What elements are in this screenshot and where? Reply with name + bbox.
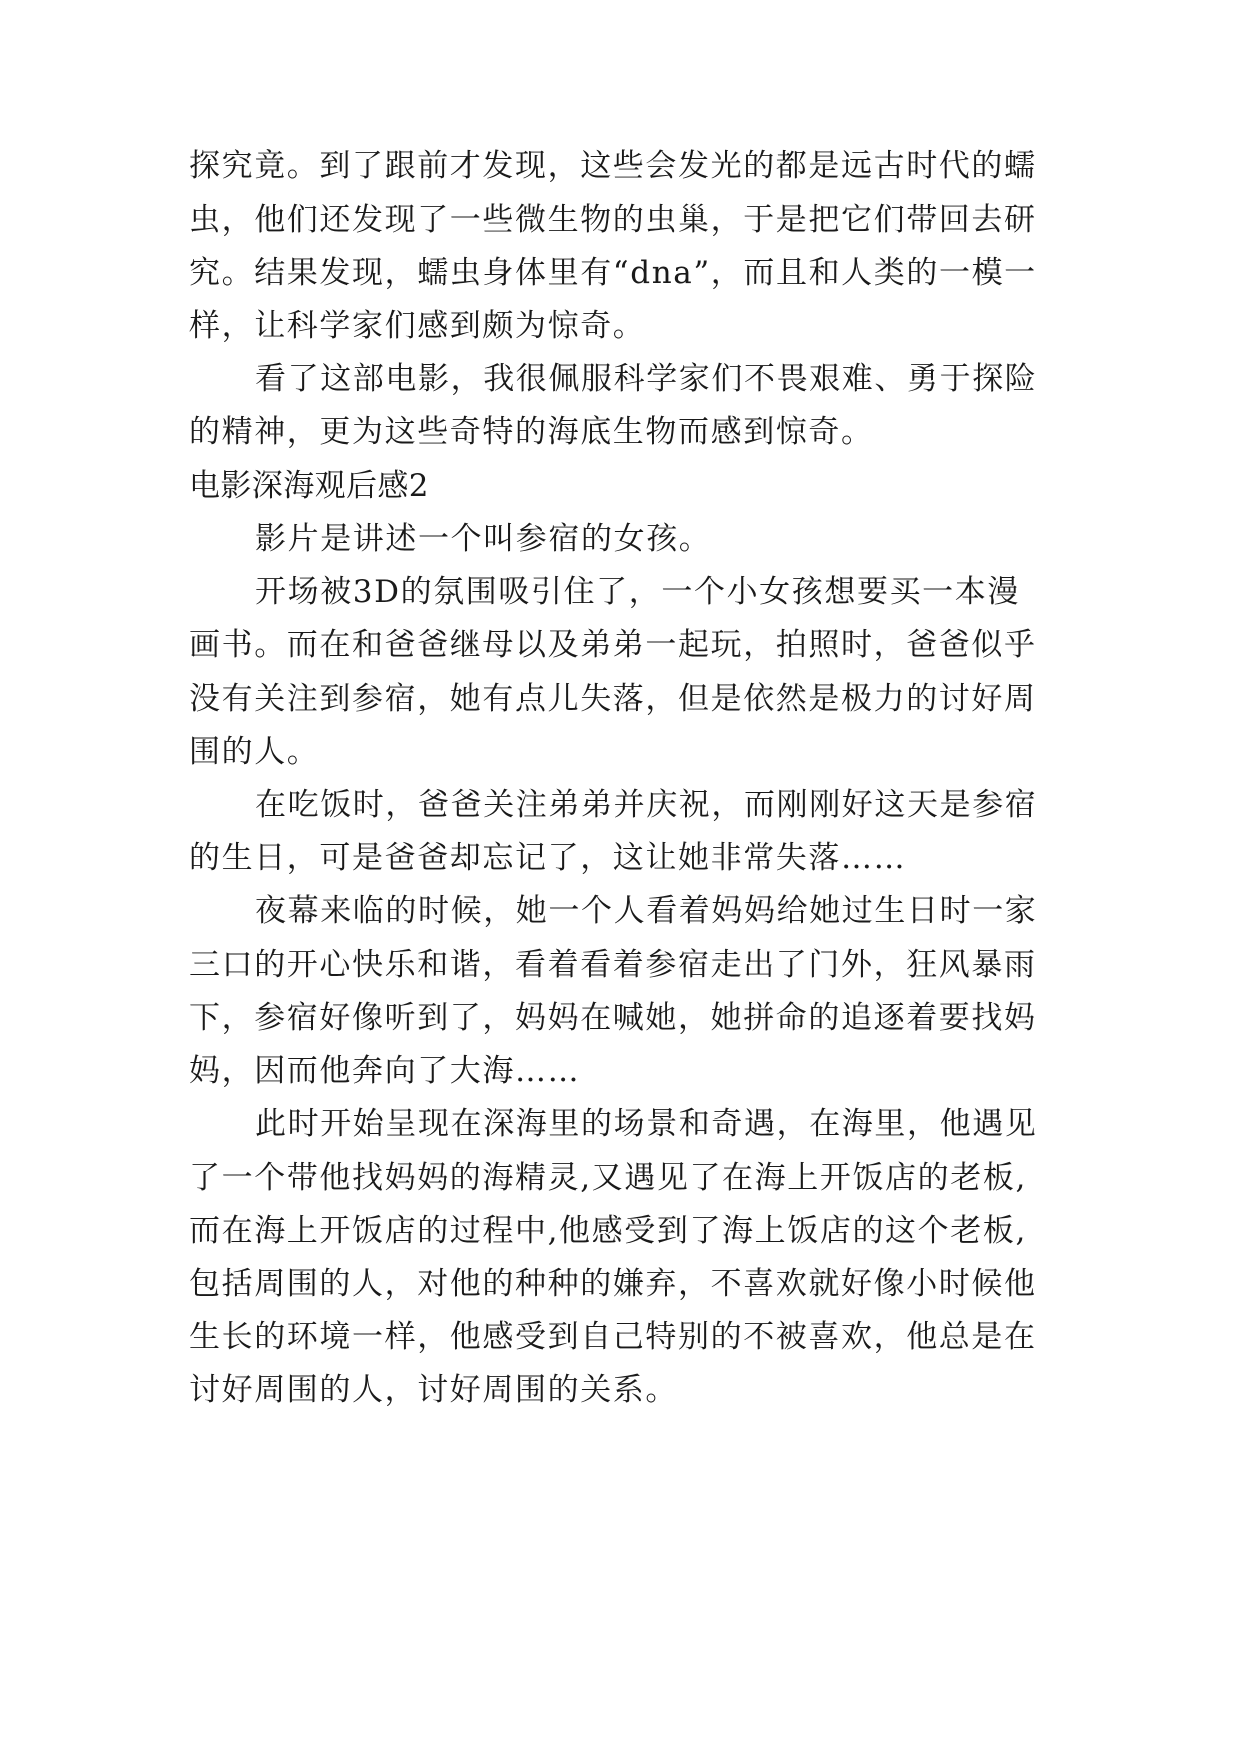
text-line — [0, 1360, 1241, 1420]
text-line-content: 夜幕来临的时候，她一个人看着妈妈给她过生日时一家 — [255, 893, 1038, 929]
text-line — [0, 1307, 1241, 1367]
text-line — [0, 669, 1241, 729]
paragraph-first-line — [0, 349, 1241, 409]
text-line-content: 的精神，更为这些奇特的海底生物而感到惊奇。 — [189, 414, 874, 450]
text-line-content: 探究竟。到了跟前才发现，这些会发光的都是远古时代的蠕 — [189, 148, 1037, 184]
text-line-content: 究。结果发现，蠕虫身体里有“dna”，而且和人类的一模一 — [189, 255, 1037, 291]
text-line — [0, 136, 1241, 196]
text-line-content: 开场被3D的氛围吸引住了，一个小女孩想要买一本漫 — [255, 574, 1020, 610]
text-line-content: 没有关注到参宿，她有点儿失落，但是依然是极力的讨好周 — [189, 681, 1037, 717]
text-line — [0, 1201, 1241, 1261]
paragraph-first-line — [0, 509, 1241, 569]
text-line — [0, 722, 1241, 782]
text-line-content: 虫，他们还发现了一些微生物的虫巢，于是把它们带回去研 — [189, 202, 1037, 238]
text-line — [0, 402, 1241, 462]
text-line — [0, 243, 1241, 303]
text-line — [0, 190, 1241, 250]
text-line-content: 影片是讲述一个叫参宿的女孩。 — [255, 521, 712, 557]
section-heading — [0, 456, 1241, 516]
text-line-content: 在吃饭时，爸爸关注弟弟并庆祝，而刚刚好这天是参宿 — [255, 787, 1038, 823]
text-line-content: 生长的环境一样，他感受到自己特别的不被喜欢，他总是在 — [189, 1319, 1037, 1355]
paragraph-first-line — [0, 775, 1241, 835]
text-line-content: 三口的开心快乐和谐，看着看着参宿走出了门外，狂风暴雨 — [189, 947, 1037, 983]
text-line-content: 围的人。 — [189, 734, 320, 770]
text-line-content: 画书。而在和爸爸继母以及弟弟一起玩，拍照时，爸爸似乎 — [189, 627, 1037, 663]
text-line-content: 样，让科学家们感到颇为惊奇。 — [189, 308, 646, 344]
text-line-content: 下，参宿好像听到了，妈妈在喊她，她拼命的追逐着要找妈 — [189, 1000, 1037, 1036]
text-line — [0, 828, 1241, 888]
text-line-content: 而在海上开饭店的过程中,他感受到了海上饭店的这个老板, — [189, 1213, 1027, 1249]
text-line-content: 了一个带他找妈妈的海精灵,又遇见了在海上开饭店的老板, — [189, 1160, 1027, 1196]
text-line-content: 包括周围的人，对他的种种的嫌弃，不喜欢就好像小时候他 — [189, 1266, 1037, 1302]
text-line — [0, 615, 1241, 675]
text-line — [0, 1041, 1241, 1101]
text-line-content: 的生日，可是爸爸却忘记了，这让她非常失落…… — [189, 840, 907, 876]
text-line-content: 讨好周围的人，讨好周围的关系。 — [189, 1372, 678, 1408]
section-heading-text: 电影深海观后感2 — [189, 468, 429, 504]
text-line — [0, 935, 1241, 995]
text-line — [0, 296, 1241, 356]
text-line-content: 此时开始呈现在深海里的场景和奇遇，在海里，他遇见 — [255, 1106, 1038, 1142]
text-line-content: 妈，因而他奔向了大海…… — [189, 1053, 581, 1089]
paragraph-first-line — [0, 1094, 1241, 1154]
paragraph-first-line — [0, 562, 1241, 622]
text-line — [0, 1148, 1241, 1208]
paragraph-first-line — [0, 881, 1241, 941]
text-line-content: 看了这部电影，我很佩服科学家们不畏艰难、勇于探险 — [255, 361, 1038, 397]
text-line — [0, 988, 1241, 1048]
text-line — [0, 1254, 1241, 1314]
